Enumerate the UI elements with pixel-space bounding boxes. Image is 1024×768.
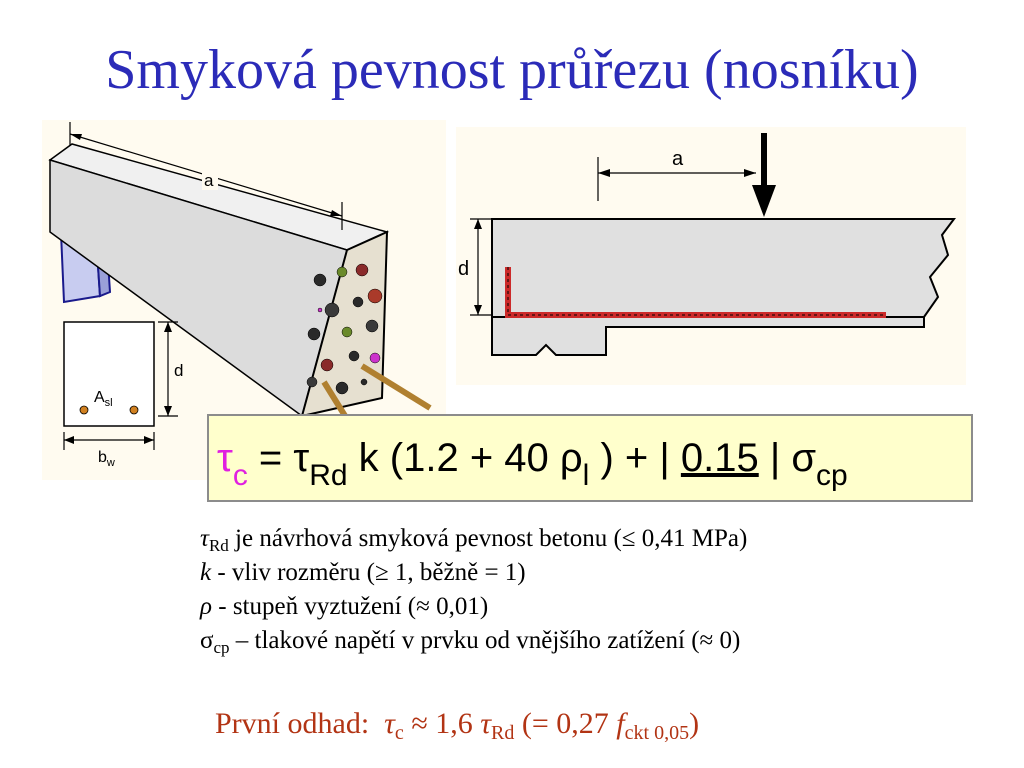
definition-sigma-cp: $\sigma_{cp}$ – tlakové napětí v prvku od vnějšího zatížení (≈ 0) [200,627,741,657]
bw-label: $b_w$ [98,449,115,469]
first-estimate: První odhad: $\tau_c \approx 1,6$ $\tau_{Rd}$ (= 0,27 $f_{ckt 0,05}$) [215,707,700,744]
tau-c-symbol: $\tau_c$ [217,436,248,492]
coefficient: 0.15 [680,436,759,480]
rebar-dot [130,406,138,414]
rebar-dot [80,406,88,414]
shear-formula: $\tau_c = \tau_{Rd}$ k (1.2 + 40 $\rho_l$ ) + | 0.15 | $\sigma_{cp}$ [207,414,973,502]
definition-k: k - vliv rozměru (≥ 1, běžně = 1) [200,559,526,586]
dim-a-label: a [204,171,214,190]
definitions-list [200,522,1000,658]
dim-d-label: d [174,361,184,380]
definition-tau-rd: $\tau_{Rd}$ je návrhová smyková pevnost betonu (≤ 0,41 MPa) [200,525,748,555]
estimate-label: První odhad: [215,707,370,740]
dim-a-label-right: a [672,148,684,170]
definition-rho: ρ - stupeň vyztužení (≈ 0,01) [200,593,489,620]
asl-label: $A_{sl}$ [94,389,113,409]
beam-section-figure [456,127,966,385]
dim-d-label-right: d [458,258,470,280]
cross-section [64,322,154,426]
slide-title: Smyková pevnost průřezu (nosníku) [105,39,919,101]
